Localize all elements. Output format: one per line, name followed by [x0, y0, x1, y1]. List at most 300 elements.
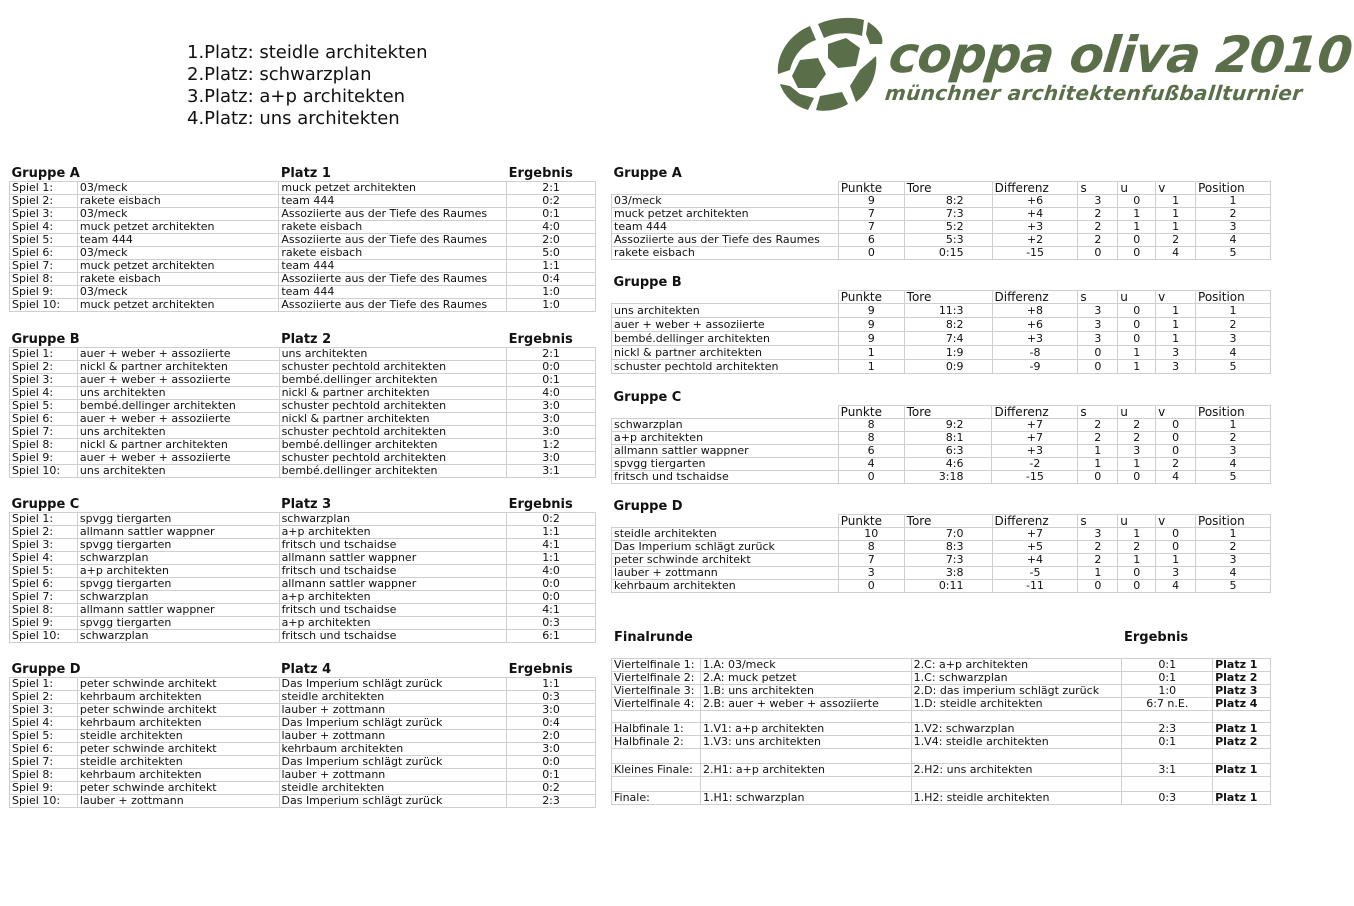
points: 8 — [838, 419, 904, 432]
position: 4 — [1196, 458, 1271, 471]
losses: 2 — [1156, 458, 1196, 471]
draws: 0 — [1118, 580, 1156, 593]
team-name: a+p architekten — [612, 432, 839, 445]
goal-difference: +3 — [992, 221, 1078, 234]
group-title: Gruppe B — [11, 332, 80, 347]
round-label: Viertelfinale 4: — [612, 698, 701, 711]
game-number: Spiel 4: — [10, 221, 78, 234]
game-row — [10, 691, 596, 704]
game-result: 3:0 — [507, 704, 596, 717]
standings-col-header: v — [1156, 291, 1196, 304]
draws: 0 — [1118, 304, 1156, 318]
away-team: team 444 — [279, 286, 507, 299]
losses: 4 — [1156, 471, 1196, 484]
standings-row — [612, 445, 1271, 458]
points: 0 — [838, 471, 904, 484]
round-label: Halbfinale 2: — [612, 736, 701, 749]
game-result: 1:1 — [507, 260, 596, 273]
standings-table — [611, 166, 1271, 260]
placement: Platz 2 — [1213, 672, 1271, 685]
standings-row — [612, 304, 1271, 318]
wins: 3 — [1078, 332, 1118, 346]
game-row — [10, 465, 596, 478]
game-number: Spiel 2: — [10, 195, 78, 208]
ranking-1: 1.Platz: steidle architekten — [187, 42, 428, 63]
team-a: 2.B: auer + weber + assoziierte — [700, 698, 911, 711]
home-team: spvgg tiergarten — [77, 513, 279, 526]
wins: 0 — [1078, 580, 1118, 593]
standings-col-header: Punkte — [838, 291, 904, 304]
home-team: kehrbaum architekten — [77, 717, 279, 730]
losses: 0 — [1156, 541, 1196, 554]
group-title: Gruppe C — [11, 497, 80, 512]
standings-row — [612, 208, 1271, 221]
away-team: nickl & partner architekten — [279, 387, 507, 400]
standings-row — [612, 247, 1271, 260]
away-team: steidle architekten — [279, 691, 507, 704]
standings-row — [612, 332, 1271, 346]
game-row — [10, 578, 596, 591]
away-team: rakete eisbach — [279, 221, 507, 234]
goals: 0:11 — [904, 580, 992, 593]
final-result: 6:7 n.E. — [1122, 698, 1213, 711]
standings-col-header: u — [1118, 182, 1156, 195]
home-team: muck petzet architekten — [77, 260, 278, 273]
wins: 3 — [1078, 528, 1118, 541]
standings-col-header: Tore — [904, 515, 992, 528]
game-result: 2:0 — [507, 234, 596, 247]
wins: 2 — [1078, 432, 1118, 445]
tournament-logo — [770, 14, 1354, 118]
position: 4 — [1196, 234, 1271, 247]
away-team: Das Imperium schlägt zurück — [279, 756, 507, 769]
away-team: schuster pechtold architekten — [279, 426, 507, 439]
team-a: 1.A: 03/meck — [700, 659, 911, 672]
losses: 1 — [1156, 554, 1196, 567]
game-row — [10, 795, 596, 808]
final-result: 1:0 — [1122, 685, 1213, 698]
game-row — [10, 361, 596, 374]
game-row — [10, 539, 596, 552]
final-row — [612, 736, 1271, 749]
points: 1 — [838, 346, 904, 360]
position: 1 — [1196, 419, 1271, 432]
goals: 7:3 — [904, 208, 992, 221]
goal-difference: -8 — [992, 346, 1078, 360]
home-team: muck petzet architekten — [77, 221, 278, 234]
soccer-ball-icon — [770, 14, 888, 114]
away-team: muck petzet architekten — [279, 182, 507, 195]
standings-title: Gruppe D — [613, 499, 683, 514]
standings-col-header: s — [1078, 182, 1118, 195]
points: 10 — [838, 528, 904, 541]
placement: Platz 1 — [1213, 792, 1271, 805]
losses: 1 — [1156, 332, 1196, 346]
game-result: 4:0 — [507, 565, 596, 578]
group-games-table — [9, 497, 596, 643]
game-number: Spiel 8: — [10, 604, 78, 617]
standings-table — [611, 275, 1271, 374]
game-result: 4:1 — [507, 604, 596, 617]
draws: 0 — [1118, 471, 1156, 484]
draws: 0 — [1118, 567, 1156, 580]
position: 5 — [1196, 247, 1271, 260]
away-team: uns architekten — [279, 348, 507, 361]
team-name: rakete eisbach — [612, 247, 839, 260]
away-team: kehrbaum architekten — [279, 743, 507, 756]
points: 6 — [838, 234, 904, 247]
team-name: team 444 — [612, 221, 839, 234]
away-team: lauber + zottmann — [279, 704, 507, 717]
game-result: 4:0 — [507, 221, 596, 234]
standings-title: Gruppe B — [613, 275, 682, 290]
losses: 3 — [1156, 346, 1196, 360]
away-team: bembé.dellinger architekten — [279, 439, 507, 452]
result-label: Ergebnis — [508, 662, 573, 677]
game-number: Spiel 4: — [10, 717, 78, 730]
game-result: 0:0 — [507, 756, 596, 769]
game-row — [10, 400, 596, 413]
placement-label: Platz 1 — [280, 166, 331, 181]
draws: 1 — [1118, 458, 1156, 471]
game-number: Spiel 3: — [10, 539, 78, 552]
game-row — [10, 299, 596, 312]
team-name: steidle architekten — [612, 528, 839, 541]
game-number: Spiel 1: — [10, 678, 78, 691]
away-team: fritsch und tschaidse — [279, 565, 507, 578]
goals: 8:3 — [904, 541, 992, 554]
game-number: Spiel 8: — [10, 439, 78, 452]
game-number: Spiel 5: — [10, 565, 78, 578]
result-label: Ergebnis — [508, 497, 573, 512]
round-label: Finale: — [612, 792, 701, 805]
team-name: lauber + zottmann — [612, 567, 839, 580]
ranking-3: 3.Platz: a+p architekten — [187, 86, 406, 107]
standings-title: Gruppe C — [613, 390, 682, 405]
team-b: 2.C: a+p architekten — [911, 659, 1122, 672]
home-team: 03/meck — [77, 286, 278, 299]
team-name: allmann sattler wappner — [612, 445, 839, 458]
points: 6 — [838, 445, 904, 458]
position: 3 — [1196, 221, 1271, 234]
spacer-row — [612, 777, 1271, 792]
game-result: 4:1 — [507, 539, 596, 552]
game-row — [10, 782, 596, 795]
standings-col-header: u — [1118, 291, 1156, 304]
game-row — [10, 348, 596, 361]
points: 9 — [838, 318, 904, 332]
game-row — [10, 604, 596, 617]
ranking-4: 4.Platz: uns architekten — [187, 108, 400, 129]
position: 2 — [1196, 432, 1271, 445]
game-row — [10, 591, 596, 604]
points: 9 — [838, 195, 904, 208]
game-row — [10, 439, 596, 452]
home-team: steidle architekten — [77, 730, 279, 743]
losses: 1 — [1156, 304, 1196, 318]
game-row — [10, 552, 596, 565]
game-result: 0:1 — [507, 208, 596, 221]
standings-row — [612, 471, 1271, 484]
away-team: lauber + zottmann — [279, 769, 507, 782]
placement: Platz 1 — [1213, 659, 1271, 672]
team-name: bembé.dellinger architekten — [612, 332, 839, 346]
team-name: auer + weber + assoziierte — [612, 318, 839, 332]
home-team: spvgg tiergarten — [77, 578, 279, 591]
home-team: peter schwinde architekt — [77, 678, 279, 691]
game-result: 1:1 — [507, 552, 596, 565]
game-row — [10, 260, 596, 273]
standings-header-row — [612, 291, 1271, 304]
game-number: Spiel 3: — [10, 208, 78, 221]
goals: 6:3 — [904, 445, 992, 458]
standings-row — [612, 221, 1271, 234]
team-b: 2.H2: uns architekten — [911, 764, 1122, 777]
team-b: 1.D: steidle architekten — [911, 698, 1122, 711]
game-row — [10, 769, 596, 782]
game-result: 3:0 — [507, 452, 596, 465]
standings-col-header: s — [1078, 515, 1118, 528]
standings-row — [612, 419, 1271, 432]
away-team: schuster pechtold architekten — [279, 452, 507, 465]
standings-row — [612, 528, 1271, 541]
game-row — [10, 678, 596, 691]
team-a: 1.V1: a+p architekten — [700, 723, 911, 736]
home-team: peter schwinde architekt — [77, 743, 279, 756]
home-team: spvgg tiergarten — [77, 617, 279, 630]
position: 1 — [1196, 528, 1271, 541]
home-team: allmann sattler wappner — [77, 526, 279, 539]
game-result: 3:0 — [507, 413, 596, 426]
standings-col-header: Differenz — [992, 406, 1078, 419]
points: 8 — [838, 432, 904, 445]
away-team: fritsch und tschaidse — [279, 630, 507, 643]
standings-row — [612, 554, 1271, 567]
game-row — [10, 630, 596, 643]
game-result: 3:0 — [507, 400, 596, 413]
away-team: a+p architekten — [279, 526, 507, 539]
goal-difference: +6 — [992, 195, 1078, 208]
game-result: 0:4 — [507, 717, 596, 730]
position: 4 — [1196, 346, 1271, 360]
game-result: 6:1 — [507, 630, 596, 643]
home-team: auer + weber + assoziierte — [77, 348, 279, 361]
goal-difference: -9 — [992, 360, 1078, 374]
game-row — [10, 413, 596, 426]
home-team: peter schwinde architekt — [77, 704, 279, 717]
draws: 0 — [1118, 318, 1156, 332]
game-result: 0:4 — [507, 273, 596, 286]
away-team: steidle architekten — [279, 782, 507, 795]
away-team: team 444 — [279, 195, 507, 208]
standings-row — [612, 541, 1271, 554]
position: 3 — [1196, 332, 1271, 346]
losses: 1 — [1156, 195, 1196, 208]
losses: 4 — [1156, 580, 1196, 593]
game-number: Spiel 1: — [10, 513, 78, 526]
home-team: lauber + zottmann — [77, 795, 279, 808]
game-number: Spiel 8: — [10, 273, 78, 286]
standings-col-header: v — [1156, 515, 1196, 528]
game-row — [10, 743, 596, 756]
wins: 2 — [1078, 541, 1118, 554]
final-row — [612, 764, 1271, 777]
goal-difference: +7 — [992, 432, 1078, 445]
standings-table — [611, 499, 1271, 593]
game-result: 0:1 — [507, 374, 596, 387]
game-result: 1:1 — [507, 678, 596, 691]
home-team: schwarzplan — [77, 552, 279, 565]
points: 8 — [838, 541, 904, 554]
game-result: 0:3 — [507, 691, 596, 704]
home-team: 03/meck — [77, 208, 278, 221]
goal-difference: +2 — [992, 234, 1078, 247]
game-number: Spiel 4: — [10, 552, 78, 565]
home-team: uns architekten — [77, 426, 279, 439]
wins: 0 — [1078, 346, 1118, 360]
placement: Platz 1 — [1213, 723, 1271, 736]
team-name: muck petzet architekten — [612, 208, 839, 221]
goal-difference: +3 — [992, 445, 1078, 458]
goals: 7:0 — [904, 528, 992, 541]
home-team: auer + weber + assoziierte — [77, 452, 279, 465]
game-result: 2:3 — [507, 795, 596, 808]
home-team: uns architekten — [77, 465, 279, 478]
standings-row — [612, 567, 1271, 580]
draws: 2 — [1118, 541, 1156, 554]
game-number: Spiel 1: — [10, 348, 78, 361]
away-team: Assoziierte aus der Tiefe des Raumes — [279, 234, 507, 247]
result-label: Ergebnis — [508, 166, 573, 181]
final-result: 0:1 — [1122, 659, 1213, 672]
round-label: Halbfinale 1: — [612, 723, 701, 736]
home-team: 03/meck — [77, 182, 278, 195]
final-result: 0:1 — [1122, 736, 1213, 749]
team-name: peter schwinde architekt — [612, 554, 839, 567]
game-row — [10, 513, 596, 526]
game-number: Spiel 9: — [10, 452, 78, 465]
game-number: Spiel 7: — [10, 591, 78, 604]
group-games-table — [9, 332, 596, 478]
away-team: schwarzplan — [279, 513, 507, 526]
away-team: bembé.dellinger architekten — [279, 374, 507, 387]
position: 4 — [1196, 567, 1271, 580]
away-team: fritsch und tschaidse — [279, 539, 507, 552]
position: 3 — [1196, 445, 1271, 458]
game-row — [10, 756, 596, 769]
draws: 3 — [1118, 445, 1156, 458]
game-number: Spiel 6: — [10, 413, 78, 426]
home-team: allmann sattler wappner — [77, 604, 279, 617]
standings-row — [612, 346, 1271, 360]
losses: 4 — [1156, 247, 1196, 260]
home-team: spvgg tiergarten — [77, 539, 279, 552]
final-round-title: Finalrunde — [614, 630, 693, 645]
position: 5 — [1196, 471, 1271, 484]
wins: 0 — [1078, 360, 1118, 374]
away-team: Das Imperium schlägt zurück — [279, 717, 507, 730]
away-team: bembé.dellinger architekten — [279, 465, 507, 478]
team-b: 1.V4: steidle architekten — [911, 736, 1122, 749]
home-team: kehrbaum architekten — [77, 691, 279, 704]
away-team: Assoziierte aus der Tiefe des Raumes — [279, 299, 507, 312]
result-label: Ergebnis — [508, 332, 573, 347]
placement: Platz 2 — [1213, 736, 1271, 749]
standings-header-row — [612, 515, 1271, 528]
game-number: Spiel 5: — [10, 234, 78, 247]
group-games-table — [9, 166, 596, 312]
game-result: 1:0 — [507, 299, 596, 312]
wins: 3 — [1078, 195, 1118, 208]
game-number: Spiel 4: — [10, 387, 78, 400]
standings-col-header: u — [1118, 515, 1156, 528]
game-row — [10, 387, 596, 400]
game-number: Spiel 2: — [10, 361, 78, 374]
points: 9 — [838, 332, 904, 346]
team-a: 1.B: uns architekten — [700, 685, 911, 698]
away-team: rakete eisbach — [279, 247, 507, 260]
placement: Platz 3 — [1213, 685, 1271, 698]
game-row — [10, 565, 596, 578]
spacer-row — [612, 749, 1271, 764]
position: 2 — [1196, 318, 1271, 332]
goals: 8:1 — [904, 432, 992, 445]
game-row — [10, 717, 596, 730]
game-number: Spiel 3: — [10, 704, 78, 717]
team-b: 2.D: das imperium schlägt zurück — [911, 685, 1122, 698]
game-row — [10, 374, 596, 387]
placement-label: Platz 4 — [281, 662, 332, 677]
standings-col-header: u — [1118, 406, 1156, 419]
home-team: kehrbaum architekten — [77, 769, 279, 782]
game-number: Spiel 7: — [10, 260, 78, 273]
game-number: Spiel 10: — [10, 465, 78, 478]
losses: 0 — [1156, 528, 1196, 541]
game-row — [10, 221, 596, 234]
standings-col-header: Differenz — [992, 291, 1078, 304]
standings-row — [612, 580, 1271, 593]
goal-difference: +8 — [992, 304, 1078, 318]
standings-col-header: Position — [1196, 291, 1271, 304]
away-team: a+p architekten — [279, 617, 507, 630]
game-result: 0:3 — [507, 617, 596, 630]
points: 3 — [838, 567, 904, 580]
wins: 0 — [1078, 247, 1118, 260]
wins: 1 — [1078, 458, 1118, 471]
goal-difference: +4 — [992, 554, 1078, 567]
points: 9 — [838, 304, 904, 318]
draws: 2 — [1118, 419, 1156, 432]
draws: 1 — [1118, 208, 1156, 221]
team-name: nickl & partner architekten — [612, 346, 839, 360]
draws: 1 — [1118, 360, 1156, 374]
standings-col-header: Differenz — [992, 182, 1078, 195]
home-team: nickl & partner architekten — [77, 361, 279, 374]
points: 7 — [838, 221, 904, 234]
draws: 0 — [1118, 234, 1156, 247]
game-number: Spiel 6: — [10, 578, 78, 591]
game-number: Spiel 6: — [10, 247, 78, 260]
group-games-table — [9, 662, 596, 808]
home-team: muck petzet architekten — [77, 299, 278, 312]
game-number: Spiel 8: — [10, 769, 78, 782]
final-result: 0:3 — [1122, 792, 1213, 805]
standings-col-header: v — [1156, 182, 1196, 195]
team-a: 2.A: muck petzet — [700, 672, 911, 685]
game-number: Spiel 2: — [10, 691, 78, 704]
game-result: 0:2 — [507, 513, 596, 526]
standings-header-row — [612, 406, 1271, 419]
